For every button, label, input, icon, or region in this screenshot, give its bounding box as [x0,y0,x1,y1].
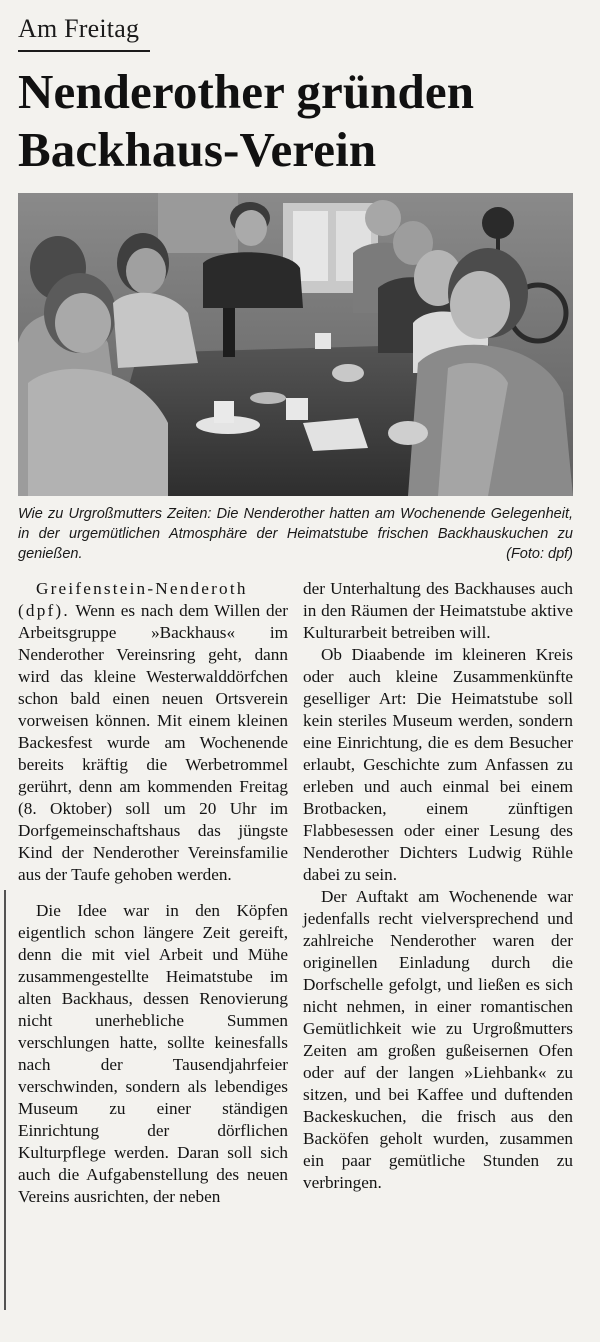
photo-caption [18,504,573,564]
photo-illustration [18,193,573,496]
kicker: Am Freitag [18,14,140,43]
article-photo [18,193,573,496]
paragraph-text: Wenn es nach dem Willen der Arbeitsgruppe »Backhaus« im Nenderother Vereinsring geht, dann wird das kleine Westerwalddörfchen schon bald einen neuen Ortsverein vorweisen können. Mit einem kleinen Backesfest wurde am Wochenende bereits kräftig die Werbetrommel gerührt, denn am kommenden Freitag (8. Oktober) soll um 20 Uhr im Dorfgemeinschaftshaus das jüngste Kind der Nenderother Vereinsfamilie aus der Taufe gehoben werden. [18,601,288,884]
article-column-left [18,578,288,1208]
body-paragraph: Ob Diaabende im kleineren Kreis oder auch kleine Zusammenkünfte geselliger Art: Die Heimatstube soll kein steriles Museum werden, sondern eine Einrichtung, die es dem Besucher erlaubt, Geschichte zum Anfassen zu erleben und auch einmal bei einem Brotbacken, einem zünftigen Flabbesessen oder einer Lesung des Nenderother Dichters Ludwig Rühle dabei zu sein. [303,645,573,884]
photo-credit: (Foto: dpf) [506,546,573,562]
body-paragraph [18,578,288,886]
headline-line-1: Nenderother gründen [18,64,475,119]
article-column-right [303,578,573,1194]
body-paragraph: Der Auftakt am Wochenende war jedenfalls recht vielversprechend und zahlreiche Nenderother waren der originellen Einladung durch die Dorfschelle gefolgt, und ließen es sich nicht nehmen, in einer romantischen Gemütlichkeit wie zu Urgroßmutters Zeiten am großen gußeisernen Ofen oder auf der langen »Liehbank« zu sitzen, und bei Kaffee und duftenden Backeskuchen, die frisch aus den Backöfen geholt wurden, zusammen ein paar gemütliche Stunden zu verbringen. [303,887,573,1192]
body-paragraph: Die Idee war in den Köpfen eigentlich schon längere Zeit gereift, denn die mit viel Arbeit und Mühe zusammengestellte Heimatstube im alten Backhaus, dessen Renovierung nicht unerhebliche Summen verschlungen hatte, sollte keinesfalls nach der Tausendjahrfeier verschwinden, sondern als lebendiges Museum zu einer ständigen Einrichtung der dörflichen Kulturpflege werden. Daran soll sich auch die Aufgabenstellung des neuen Vereins ausrichten, der neben [18,901,288,1206]
kicker-underline [18,50,150,52]
dateline: Greifenstein-Nenderoth (dpf). [18,579,248,620]
caption-text: Wie zu Urgroßmutters Zeiten: Die Nenderother hatten am Wochenende Gelegenheit, in der urgemütlichen Atmosphäre der Heimatstube frischen Backhauskuchen zu genießen. [18,506,573,562]
body-paragraph: der Unterhaltung des Backhauses auch in den Räumen der Heimatstube aktive Kulturarbeit betreiben will. [303,579,573,642]
headline [18,63,588,179]
headline-line-2: Backhaus-Verein [18,122,377,177]
scan-edge-rule [4,890,6,1310]
